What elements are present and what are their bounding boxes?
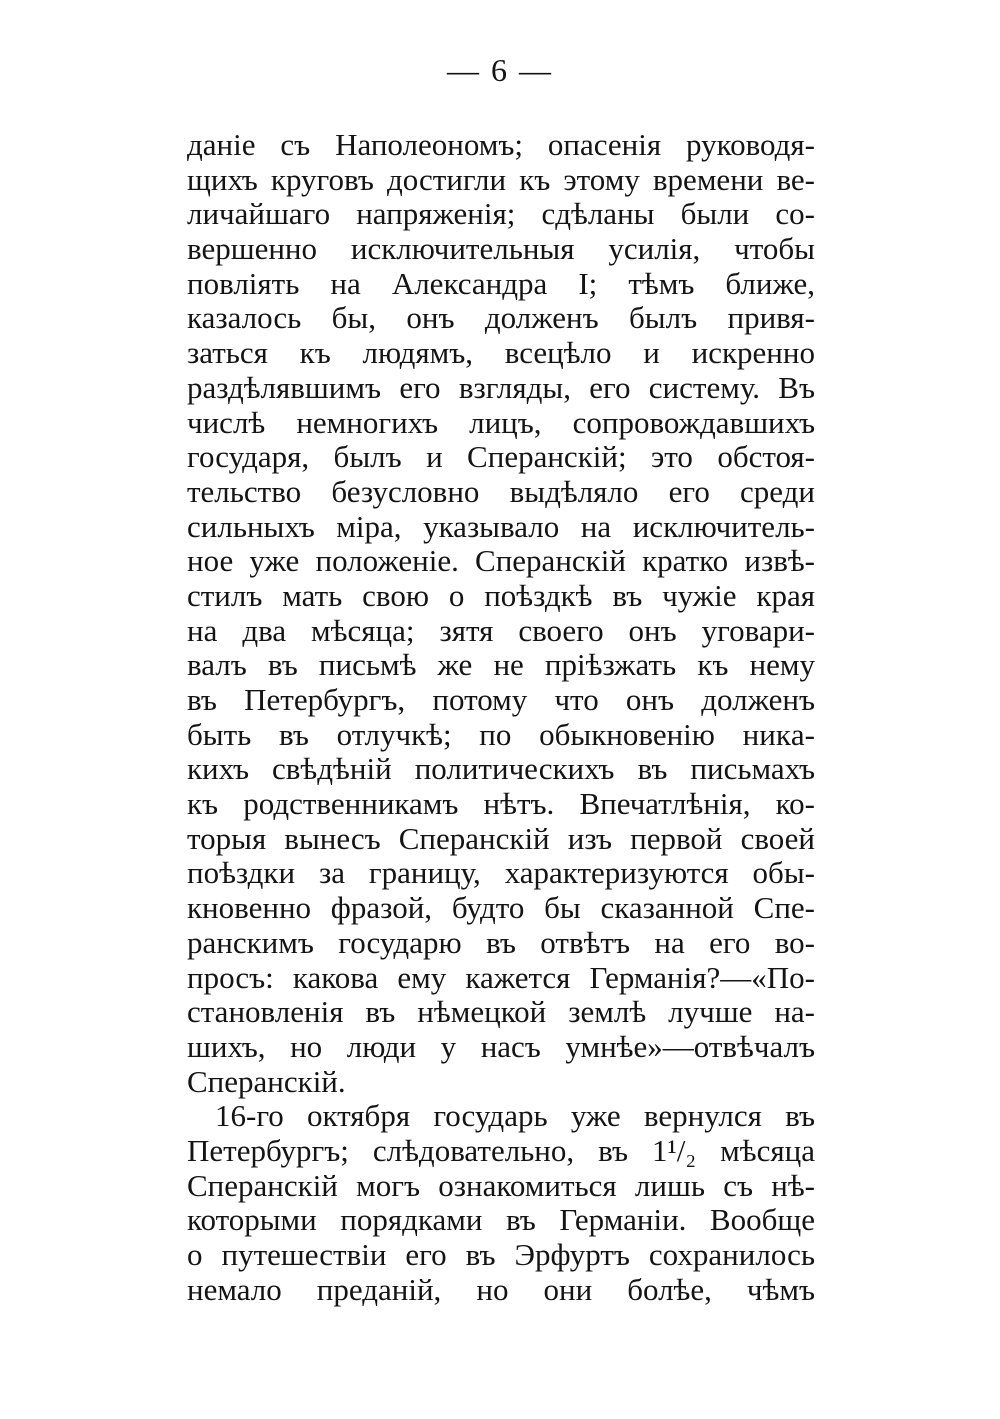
text-line: которыми порядками въ Германіи. Вообще (187, 1202, 815, 1238)
text-line: даніе съ Наполеономъ; опасенія руководя- (187, 127, 815, 162)
text-line: личайшаго напряженія; сдѣланы были со- (187, 196, 815, 232)
text-line: государя, былъ и Сперанскій; это обстоя- (187, 439, 815, 475)
text-line: къ родственникамъ нѣтъ. Впечатлѣнія, ко- (187, 786, 815, 822)
text-line: Петербургъ; слѣдовательно, въ 1¹/₂ мѣсяца (187, 1132, 815, 1168)
text-line: на два мѣсяца; зятя своего онъ уговари- (187, 612, 815, 648)
text-line: 16-го октября государь уже вернулся въ (215, 1098, 815, 1134)
text-line: валъ въ письмѣ же не пріѣзжать къ нему (187, 647, 815, 683)
text-line: ранскимъ государю въ отвѣтъ на его во- (187, 924, 815, 960)
text-line: числѣ немногихъ лицъ, сопровождавшихъ (187, 404, 815, 440)
text-line: стилъ мать свою о поѣздкѣ въ чужіе края (187, 577, 815, 613)
text-line: о путешествіи его въ Эрфуртъ сохранилось (187, 1237, 815, 1272)
text-line: въ Петербургъ, потому что онъ долженъ (187, 682, 815, 717)
text-line: кновенно фразой, будто бы сказанной Спе- (187, 890, 815, 926)
paragraph-2 (187, 1099, 815, 1307)
text-line: щихъ круговъ достигли къ этому времени ве- (187, 161, 815, 197)
text-line: немало преданій, но они болѣе, чѣмъ (187, 1271, 815, 1307)
text-line: повліять на Александра I; тѣмъ ближе, (187, 265, 815, 301)
text-line: Сперанскій. (187, 1063, 346, 1099)
page-number: — 6 — (447, 52, 553, 88)
text-line: поѣздки за границу, характеризуются обы- (187, 855, 815, 891)
text-line: шихъ, но люди у насъ умнѣе»—отвѣчалъ (187, 1028, 815, 1064)
text-line: заться къ людямъ, всецѣло и искренно (187, 335, 815, 371)
text-line: тельство безусловно выдѣляло его среди (187, 473, 815, 509)
text-line: быть въ отлучкѣ; по обыкновенію никa- (187, 716, 815, 752)
text-line: вершенно исключительныя усилія, чтобы (187, 231, 815, 267)
text-line: ное уже положеніе. Сперанскій кратко извѣ- (187, 543, 815, 579)
text-line: сильныхъ міра, указывало на исключитель- (187, 508, 815, 544)
text-line: казалось бы, онъ долженъ былъ привя- (187, 300, 815, 336)
text-line: раздѣлявшимъ его взгляды, его систему. Въ (187, 369, 815, 405)
body-text (187, 128, 815, 1307)
text-line: кихъ свѣдѣній политическихъ въ письмахъ (187, 751, 815, 787)
text-line: Сперанскій могъ ознакомиться лишь съ нѣ- (187, 1167, 815, 1203)
text-line: становленія въ нѣмецкой землѣ лучше на- (187, 994, 815, 1030)
text-line: торыя вынесъ Сперанскій изъ первой своей (187, 820, 815, 856)
text-line: просъ: какова ему кажется Германія?—«По- (187, 959, 815, 995)
paragraph-1 (187, 128, 815, 1099)
